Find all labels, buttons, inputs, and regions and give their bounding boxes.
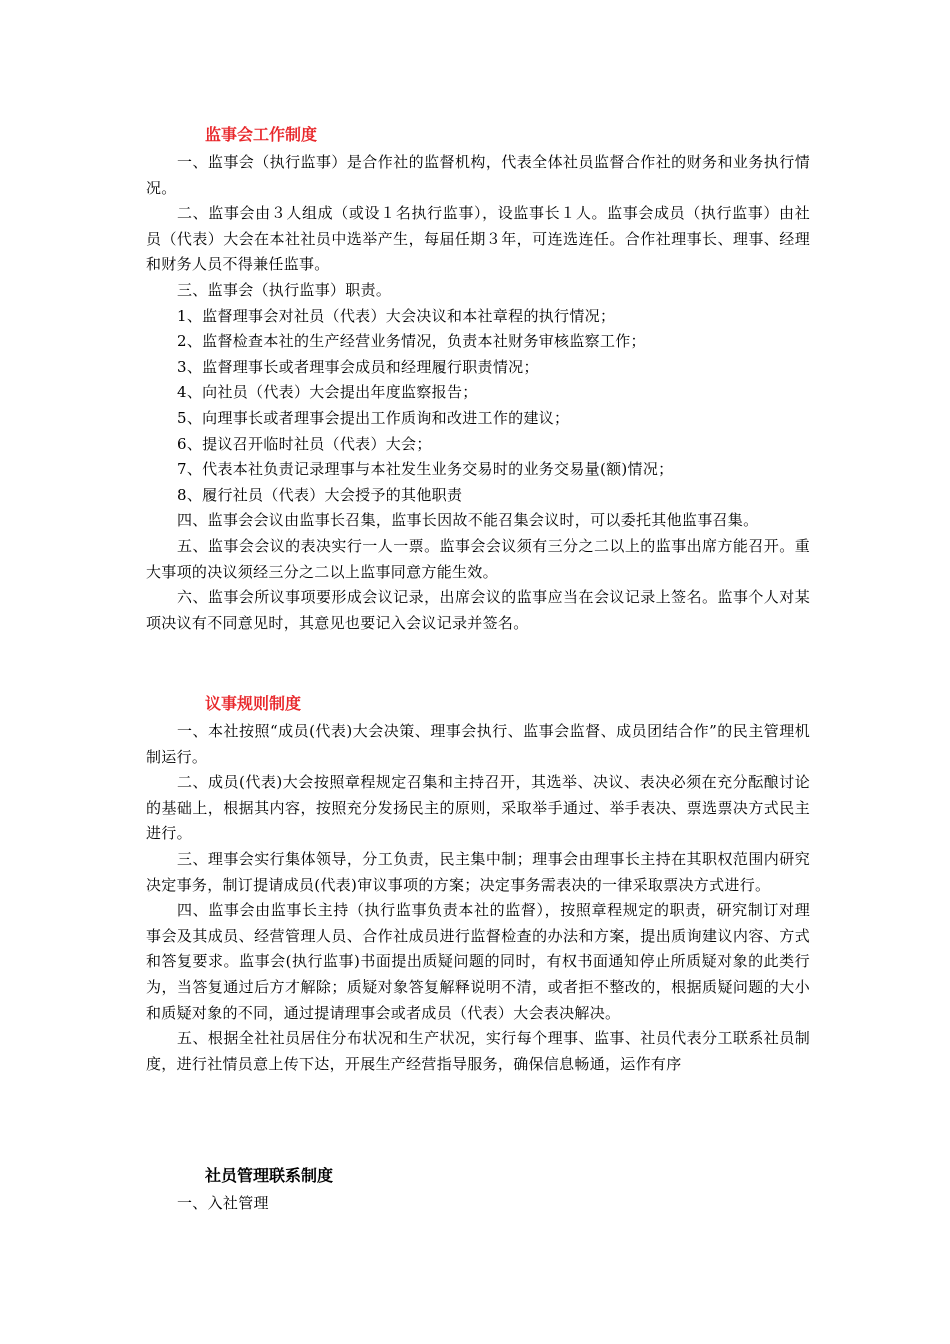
section-title: 监事会工作制度 xyxy=(205,125,318,144)
list-item: 4、向社员（代表）大会提出年度监察报告； xyxy=(177,383,478,402)
paragraph: 一、入社管理 xyxy=(177,1194,269,1212)
section-title: 议事规则制度 xyxy=(205,694,302,713)
paragraph: 一、监事会（执行监事）是合作社的监督机构，代表全体社员监督合作社的财务和业务执行情况。 xyxy=(146,153,810,197)
list-item: 6、提议召开临时社员（代表）大会； xyxy=(177,434,432,453)
paragraph: 三、理事会实行集体领导，分工负责，民主集中制；理事会由理事长主持在其职权范围内研究决定事务，制订提请成员(代表)审议事项的方案；决定事务需表决的一律采取票决方式进行。 xyxy=(146,849,810,894)
paragraph: 五、监事会会议的表决实行一人一票。监事会会议须有三分之二以上的监事出席方能召开。重大事项的决议须经三分之二以上监事同意方能生效。 xyxy=(146,536,810,581)
paragraph: 二、成员(代表)大会按照章程规定召集和主持召开，其选举、决议、表决必须在充分酝酿讨论的基础上，根据其内容，按照充分发扬民主的原则，采取举手通过、举手表决、票选票决方式民主进行。 xyxy=(146,773,810,843)
section-supervisory-board xyxy=(146,124,810,636)
section-meeting-rules xyxy=(146,693,810,1077)
list-item: 5、向理事长或者理事会提出工作质询和改进工作的建议； xyxy=(177,408,570,427)
paragraph: 二、监事会由３人组成（或设１名执行监事），设监事长１人。监事会成员（执行监事）由社员（代表）大会在本社社员中选举产生，每届任期３年，可连选连任。合作社理事长、理事、经理和财务人员不得兼任监事。 xyxy=(146,204,810,274)
paragraph: 六、监事会所议事项要形成会议记录，出席会议的监事应当在会议记录上签名。监事个人对某项决议有不同意见时，其意见也要记入会议记录并签名。 xyxy=(146,588,810,632)
list-item: 7、代表本社负责记录理事与本社发生业务交易时的业务交易量(额)情况； xyxy=(177,460,674,479)
list-item: 2、监督检查本社的生产经营业务情况，负责本社财务审核监察工作； xyxy=(177,332,646,351)
section-title: 社员管理联系制度 xyxy=(205,1166,334,1185)
paragraph: 五、根据全社社员居住分布状况和生产状况，实行每个理事、监事、社员代表分工联系社员制度，进行社情员意上传下达，开展生产经营指导服务，确保信息畅通，运作有序 xyxy=(146,1029,810,1073)
paragraph: 一、本社按照“成员(代表)大会决策、理事会执行、监事会监督、成员团结合作”的民主管理机制运行。 xyxy=(146,722,810,766)
list-item: 8、履行社员（代表）大会授予的其他职责 xyxy=(177,485,463,504)
paragraph: 四、监事会会议由监事长召集，监事长因故不能召集会议时，可以委托其他监事召集。 xyxy=(177,511,759,530)
paragraph: 四、监事会由监事长主持（执行监事负责本社的监督），按照章程规定的职责，研究制订对理事会及其成员、经营管理人员、合作社成员进行监督检查的办法和方案，提出质询建议内容、方式和答复要求。监事会(执行监事)书面提出质疑问题的同时，有权书面通知停止所质疑对象的此类行为，当答复通过后方才解除；质疑对象答复解释说明不清，或者拒不整改的，根据质疑问题的大小和质疑对象的不同，通过提请理事会或者成员（代表）大会表决解决。 xyxy=(146,901,810,1022)
paragraph: 三、监事会（执行监事）职责。 xyxy=(177,280,392,299)
section-member-management xyxy=(146,1165,810,1217)
list-item: 3、监督理事长或者理事会成员和经理履行职责情况； xyxy=(177,357,539,376)
list-item: 1、监督理事会对社员（代表）大会决议和本社章程的执行情况； xyxy=(177,306,616,325)
